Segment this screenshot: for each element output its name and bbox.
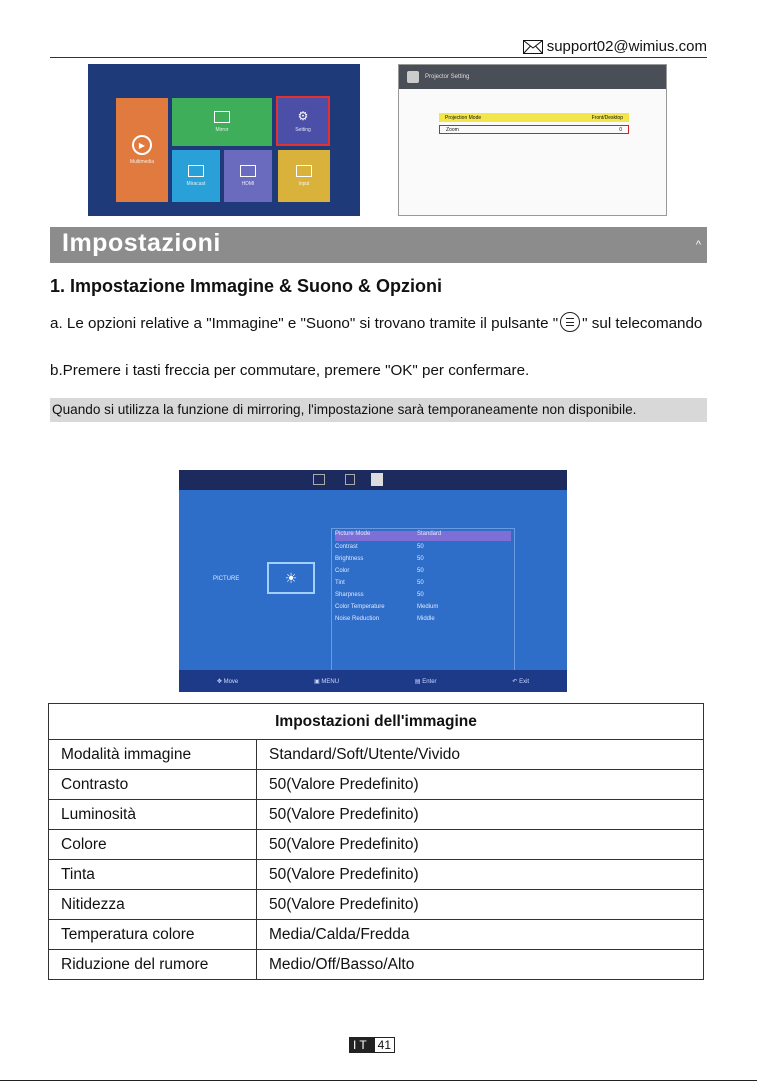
instruction-a-suffix: " sul telecomando	[582, 315, 703, 332]
row-value: 50	[417, 556, 424, 562]
table-row	[49, 770, 704, 800]
instruction-a-prefix: a. Le opzioni relative a "Immagine" e "Suono" si trovano tramite il pulsante "	[50, 315, 559, 332]
row-label: Zoom	[446, 126, 459, 133]
picture-row	[335, 544, 511, 554]
home-screen-screenshot	[88, 64, 360, 216]
gear-icon: ⚙	[297, 109, 309, 123]
table-row	[49, 740, 704, 770]
caret-up-icon: ^	[695, 239, 701, 251]
language-badge: IT	[349, 1037, 374, 1053]
tile-label: HDMI	[241, 181, 255, 187]
table-row	[49, 890, 704, 920]
table-row	[49, 950, 704, 980]
screen-icon	[214, 111, 230, 123]
picture-hint-bar	[179, 670, 567, 692]
menu-hint: ▣ MENU	[314, 678, 340, 685]
projector-setting-screenshot	[398, 64, 667, 216]
tile-label: Setting	[295, 127, 311, 133]
table-row	[49, 860, 704, 890]
row-value: Middle	[417, 616, 435, 622]
setting-value: 50(Valore Predefinito)	[257, 890, 704, 920]
picture-settings-table	[48, 703, 704, 980]
section-title: Impostazioni	[62, 229, 221, 257]
picture-row	[335, 616, 511, 626]
row-value: Medium	[417, 604, 439, 610]
setting-value: 50(Valore Predefinito)	[257, 770, 704, 800]
setting-name: Luminosità	[49, 800, 257, 830]
mirroring-note: Quando si utilizza la funzione di mirroring, l'impostazione sarà temporaneamente non disponibile.	[50, 398, 707, 422]
row-label: Picture Mode	[335, 531, 371, 537]
picture-menu-screenshot	[179, 470, 567, 692]
table-row	[49, 830, 704, 860]
input-icon	[296, 165, 312, 177]
table-row	[49, 800, 704, 830]
tile-input	[278, 150, 330, 202]
setting-name: Temperatura colore	[49, 920, 257, 950]
row-label: Sharpness	[335, 592, 364, 598]
setting-value: 50(Valore Predefinito)	[257, 830, 704, 860]
picture-row	[335, 556, 511, 566]
row-label: Tint	[335, 580, 345, 586]
row-value: 50	[417, 580, 424, 586]
enter-label: Enter	[422, 678, 437, 685]
setting-value: Standard/Soft/Utente/Vivido	[257, 740, 704, 770]
envelope-icon	[523, 40, 543, 54]
tile-label: Multimedia	[129, 159, 155, 165]
picture-tab-icon	[313, 474, 325, 485]
enter-hint: ▤ Enter	[414, 678, 437, 685]
projector-row	[439, 113, 629, 122]
picture-row	[335, 531, 511, 541]
exit-label: Exit	[519, 678, 530, 685]
tile-label: Mirror	[215, 127, 229, 133]
projector-title: Projector Setting	[425, 74, 470, 80]
move-label: Move	[223, 678, 239, 685]
row-value: 50	[417, 592, 424, 598]
play-icon: ▶	[132, 135, 152, 155]
setting-value: Medio/Off/Basso/Alto	[257, 950, 704, 980]
row-label: Color	[335, 568, 350, 574]
setting-name: Colore	[49, 830, 257, 860]
row-value: 50	[417, 568, 424, 574]
setting-name: Nitidezza	[49, 890, 257, 920]
footer-divider	[0, 1080, 757, 1081]
monitor-icon	[240, 165, 256, 177]
row-value: Front/Desktop	[591, 114, 623, 121]
picture-row	[335, 580, 511, 590]
row-label: Color Temperature	[335, 604, 385, 610]
subsection-heading: 1. Impostazione Immagine & Suono & Opzioni	[50, 276, 443, 296]
move-hint: ✥ Move	[216, 678, 239, 685]
setting-name: Tinta	[49, 860, 257, 890]
picture-tabs-bar	[179, 470, 567, 490]
tile-label: Miracast	[186, 181, 206, 187]
setting-value: 50(Valore Predefinito)	[257, 800, 704, 830]
menu-label: MENU	[321, 678, 340, 685]
setting-name: Modalità immagine	[49, 740, 257, 770]
table-header-row	[49, 704, 704, 740]
tile-label: Input	[298, 181, 310, 187]
instruction-a	[50, 312, 707, 335]
brightness-icon: ☀	[267, 562, 315, 594]
table-title: Impostazioni dell'immagine	[49, 704, 704, 740]
picture-row	[335, 568, 511, 578]
header-divider	[50, 57, 707, 58]
page-number: 41	[374, 1037, 395, 1053]
row-label: Projection Mode	[445, 114, 482, 121]
menu-button-icon	[560, 312, 580, 332]
row-label: Contrast	[335, 544, 358, 550]
picture-row	[335, 604, 511, 614]
row-value: Standard	[417, 531, 442, 537]
tile-mirror	[172, 98, 272, 146]
email-text: support02@wimius.com	[546, 38, 707, 55]
sound-tab-icon	[345, 474, 355, 485]
projector-icon	[407, 71, 419, 83]
row-value: 0	[619, 126, 622, 133]
tile-setting	[276, 96, 330, 146]
page-footer	[349, 1037, 395, 1053]
row-label: Brightness	[335, 556, 364, 562]
cast-icon	[188, 165, 204, 177]
exit-hint: ↶ Exit	[512, 678, 530, 685]
table-row	[49, 920, 704, 950]
picture-side-label: PICTURE	[213, 576, 240, 582]
option-tab-icon	[371, 473, 383, 486]
projector-row	[439, 125, 629, 134]
instruction-b: b.Premere i tasti freccia per commutare, premere "OK" per confermare.	[50, 362, 530, 379]
tile-miracast	[172, 150, 220, 202]
picture-row	[335, 592, 511, 602]
tile-multimedia	[116, 98, 168, 202]
row-value: 50	[417, 544, 424, 550]
support-email[interactable]	[523, 38, 707, 55]
setting-value: 50(Valore Predefinito)	[257, 860, 704, 890]
row-label: Noise Reduction	[335, 616, 380, 622]
tile-hdmi	[224, 150, 272, 202]
section-header-bar	[50, 227, 707, 263]
setting-value: Media/Calda/Fredda	[257, 920, 704, 950]
setting-name: Contrasto	[49, 770, 257, 800]
projector-title-bar	[399, 65, 666, 89]
setting-name: Riduzione del rumore	[49, 950, 257, 980]
